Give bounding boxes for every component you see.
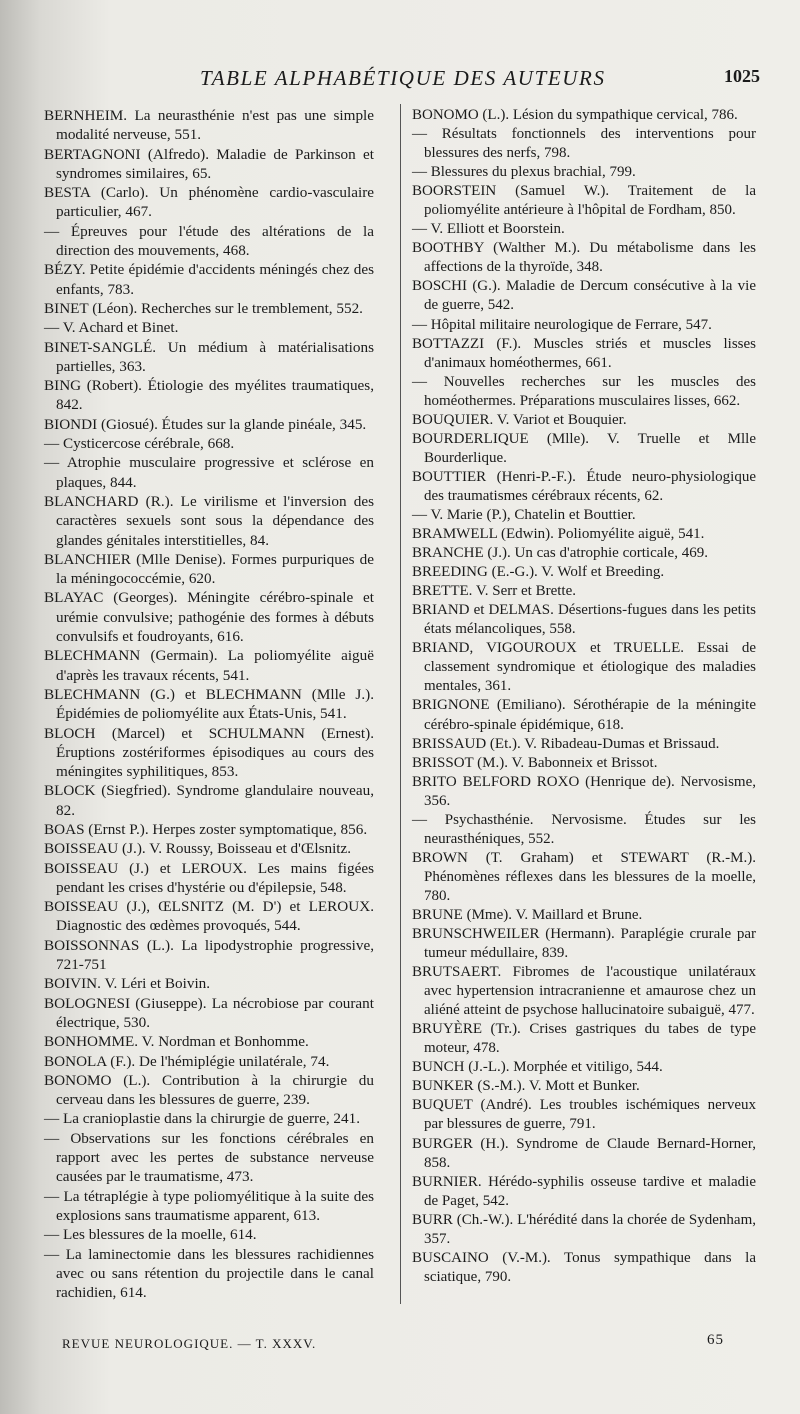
index-entry: BRETTE. V. Serr et Brette. xyxy=(412,583,577,600)
index-entry: BOLOGNESI (Giuseppe). La nécrobiose par courant électrique, 530. xyxy=(44,994,374,1031)
index-entry: BOIVIN. V. Léri et Boivin. xyxy=(44,975,211,993)
index-entry: BÉZY. Petite épidémie d'accidents méningés chez des enfants, 783. xyxy=(44,261,374,298)
index-entry: — Hôpital militaire neurologique de Ferrare, 547. xyxy=(412,316,712,333)
right-column xyxy=(412,106,756,1287)
index-entry: BERTAGNONI (Alfredo). Maladie de Parkinson et syndromes similaires, 65. xyxy=(44,145,374,182)
index-entry: BESTA (Carlo). Un phénomène cardio-vasculaire particulier, 467. xyxy=(44,184,374,221)
index-entry: BURNIER. Hérédo-syphilis osseuse tardive et maladie de Paget, 542. xyxy=(412,1173,756,1209)
index-entry: BRUTSAERT. Fibromes de l'acoustique unilatéraux avec hypertension intracranienne et amaurose chez un aliéné atteint de psychose hallucinatoire subaiguë, 477. xyxy=(412,964,756,1019)
index-entry: — Nouvelles recherches sur les muscles des homéothermes. Préparations musculaires lisses, 662. xyxy=(412,373,756,409)
index-entry: BUQUET (André). Les troubles ischémiques nerveux par blessures de guerre, 791. xyxy=(412,1097,756,1133)
index-entry: — V. Marie (P.), Chatelin et Bouttier. xyxy=(412,506,636,523)
index-entry: — V. Elliott et Boorstein. xyxy=(412,221,565,238)
page-footer xyxy=(62,1332,724,1356)
index-entry: BLAYAC (Georges). Méningite cérébro-spinale et urémie convulsive; pathogénie des formes à débuts convulsifs et foudroyants, 616. xyxy=(44,589,374,646)
index-entry: BREEDING (E.-G.). V. Wolf et Breeding. xyxy=(412,564,665,581)
index-entry: — Blessures du plexus brachial, 799. xyxy=(412,164,636,181)
index-entry: — Cysticercose cérébrale, 668. xyxy=(44,435,235,453)
index-entry: BINET-SANGLÉ. Un médium à matérialisations partielles, 363. xyxy=(44,338,374,375)
index-entry: BLANCHIER (Mlle Denise). Formes purpuriques de la méningococcémie, 620. xyxy=(44,550,374,588)
index-entry: BRANCHE (J.). Un cas d'atrophie corticale, 469. xyxy=(412,545,708,562)
running-header xyxy=(170,66,760,90)
index-entry: BRAMWELL (Edwin). Poliomyélite aiguë, 541. xyxy=(412,526,705,543)
index-entry: BOOTHBY (Walther M.). Du métabolisme dans les affections de la thyroïde, 348. xyxy=(412,240,756,276)
column-divider xyxy=(400,104,401,1304)
index-entry: BERNHEIM. La neurasthénie n'est pas une simple modalité nerveuse, 551. xyxy=(44,107,374,144)
index-entry: BOISSEAU (J.). V. Roussy, Boisseau et d'Œlsnitz. xyxy=(44,840,352,858)
index-entry: — Atrophie musculaire progressive et sclérose en plaques, 844. xyxy=(44,454,374,491)
index-entry: BRIAND, VIGOUROUX et TRUELLE. Essai de classement syndromique et étiologique des maladies mentales, 361. xyxy=(412,640,756,695)
index-entry: BRIAND et DELMAS. Désertions-fugues dans les petits états mélancoliques, 558. xyxy=(412,602,756,638)
index-entry: BOAS (Ernst P.). Herpes zoster symptomatique, 856. xyxy=(44,820,368,838)
index-entry: BUSCAINO (V.-M.). Tonus sympathique dans la sciatique, 790. xyxy=(412,1249,756,1285)
index-entry: BRITO BELFORD ROXO (Henrique de). Nervosisme, 356. xyxy=(412,773,756,809)
index-entry: BONOMO (L.). Lésion du sympathique cervical, 786. xyxy=(412,107,738,123)
index-entry: BOUTTIER (Henri-P.-F.). Étude neuro-physiologique des traumatismes cérébraux récents, 62. xyxy=(412,468,756,504)
index-entry: — La tétraplégie à type poliomyélitique à la suite des explosions sans traumatisme apparent, 613. xyxy=(44,1187,374,1224)
index-entry: BING (Robert). Étiologie des myélites traumatiques, 842. xyxy=(44,377,374,414)
index-entry: BUNKER (S.-M.). V. Mott et Bunker. xyxy=(412,1078,640,1095)
page-number: 1025 xyxy=(724,66,760,86)
signature-mark: 65 xyxy=(707,1332,724,1348)
index-entry: — Observations sur les fonctions cérébrales en rapport avec les pertes de substance nerveuse causées par le traumatisme, 473. xyxy=(44,1129,374,1186)
index-entry: BRUNSCHWEILER (Hermann). Paraplégie crurale par tumeur médullaire, 839. xyxy=(412,926,756,962)
index-entry: BUNCH (J.-L.). Morphée et vitiligo, 544. xyxy=(412,1059,663,1076)
index-entry: BLOCK (Siegfried). Syndrome glandulaire nouveau, 82. xyxy=(44,782,374,819)
index-entry: BURGER (H.). Syndrome de Claude Bernard-Horner, 858. xyxy=(412,1135,756,1171)
journal-footer: REVUE NEUROLOGIQUE. — T. XXXV. xyxy=(62,1336,317,1351)
index-entry: BOURDERLIQUE (Mlle). V. Truelle et Mlle Bourderlique. xyxy=(412,430,756,466)
index-entry: BIONDI (Giosué). Études sur la glande pinéale, 345. xyxy=(44,415,367,433)
index-entry: — Épreuves pour l'étude des altérations de la direction des mouvements, 468. xyxy=(44,222,374,260)
index-entry: BLECHMANN (G.) et BLECHMANN (Mlle J.). Épidémies de poliomyélite aux États-Unis, 541. xyxy=(44,685,374,723)
index-entry: BOISSONNAS (L.). La lipodystrophie progressive, 721-751 xyxy=(44,936,374,974)
index-entry: BOSCHI (G.). Maladie de Dercum consécutive à la vie de guerre, 542. xyxy=(412,278,756,314)
index-entry: BLANCHARD (R.). Le virilisme et l'inversion des caractères sexuels sont sous la dépendance des glandes génitales interstitielles, 84. xyxy=(44,492,374,549)
index-entry: — La cranioplastie dans la chirurgie de guerre, 241. xyxy=(44,1110,361,1128)
index-entry: BROWN (T. Graham) et STEWART (R.-M.). Phénomènes réflexes dans les blessures de la moelle, 780. xyxy=(412,849,756,904)
index-entry: BINET (Léon). Recherches sur le tremblement, 552. xyxy=(44,299,363,317)
index-entry: BRISSOT (M.). V. Babonneix et Brissot. xyxy=(412,754,658,771)
index-entry: BONOLA (F.). De l'hémiplégie unilatérale, 74. xyxy=(44,1052,330,1070)
index-entry: BONHOMME. V. Nordman et Bonhomme. xyxy=(44,1033,309,1051)
left-column xyxy=(44,106,374,1302)
index-entry: BOTTAZZI (F.). Muscles striés et muscles lisses d'animaux homéothermes, 661. xyxy=(412,335,756,371)
index-entry: BOORSTEIN (Samuel W.). Traitement de la poliomyélite antérieure à l'hôpital de Fordham, 850. xyxy=(412,183,756,219)
index-entry: BLOCH (Marcel) et SCHULMANN (Ernest). Éruptions zostériformes épisodiques au cours des méningites syphilitiques, 853. xyxy=(44,724,374,781)
page-title: TABLE ALPHABÉTIQUE DES AUTEURS xyxy=(200,66,606,90)
index-entry: BRISSAUD (Et.). V. Ribadeau-Dumas et Brissaud. xyxy=(412,735,720,752)
index-entry: BRUNE (Mme). V. Maillard et Brune. xyxy=(412,906,643,923)
index-entry: BOISSEAU (J.), ŒLSNITZ (M. D') et LEROUX. Diagnostic des œdèmes provoqués, 544. xyxy=(44,898,374,935)
index-entry: BRIGNONE (Emiliano). Sérothérapie de la méningite cérébro-spinale épidémique, 618. xyxy=(412,697,756,733)
index-entry: BONOMO (L.). Contribution à la chirurgie du cerveau dans les blessures de guerre, 239. xyxy=(44,1071,374,1109)
index-entry: — V. Achard et Binet. xyxy=(44,319,179,337)
index-entry: BOISSEAU (J.) et LEROUX. Les mains figées pendant les crises d'hystérie ou d'épilepsie, 548. xyxy=(44,859,374,896)
index-entry: — Résultats fonctionnels des interventions pour blessures des nerfs, 798. xyxy=(412,126,756,162)
index-entry: BURR (Ch.-W.). L'hérédité dans la chorée de Sydenham, 357. xyxy=(412,1211,756,1247)
index-entry: BOUQUIER. V. Variot et Bouquier. xyxy=(412,411,627,428)
index-entry: — Les blessures de la moelle, 614. xyxy=(44,1226,257,1244)
index-entry: BRUYÈRE (Tr.). Crises gastriques du tabes de type moteur, 478. xyxy=(412,1021,756,1057)
index-entry: — Psychasthénie. Nervosisme. Études sur les neurasthéniques, 552. xyxy=(412,811,756,847)
index-entry: — La laminectomie dans les blessures rachidiennes avec ou sans rétention du projectile dans le canal rachidien, 614. xyxy=(44,1245,374,1302)
index-entry: BLECHMANN (Germain). La poliomyélite aiguë d'après les travaux récents, 541. xyxy=(44,647,374,684)
